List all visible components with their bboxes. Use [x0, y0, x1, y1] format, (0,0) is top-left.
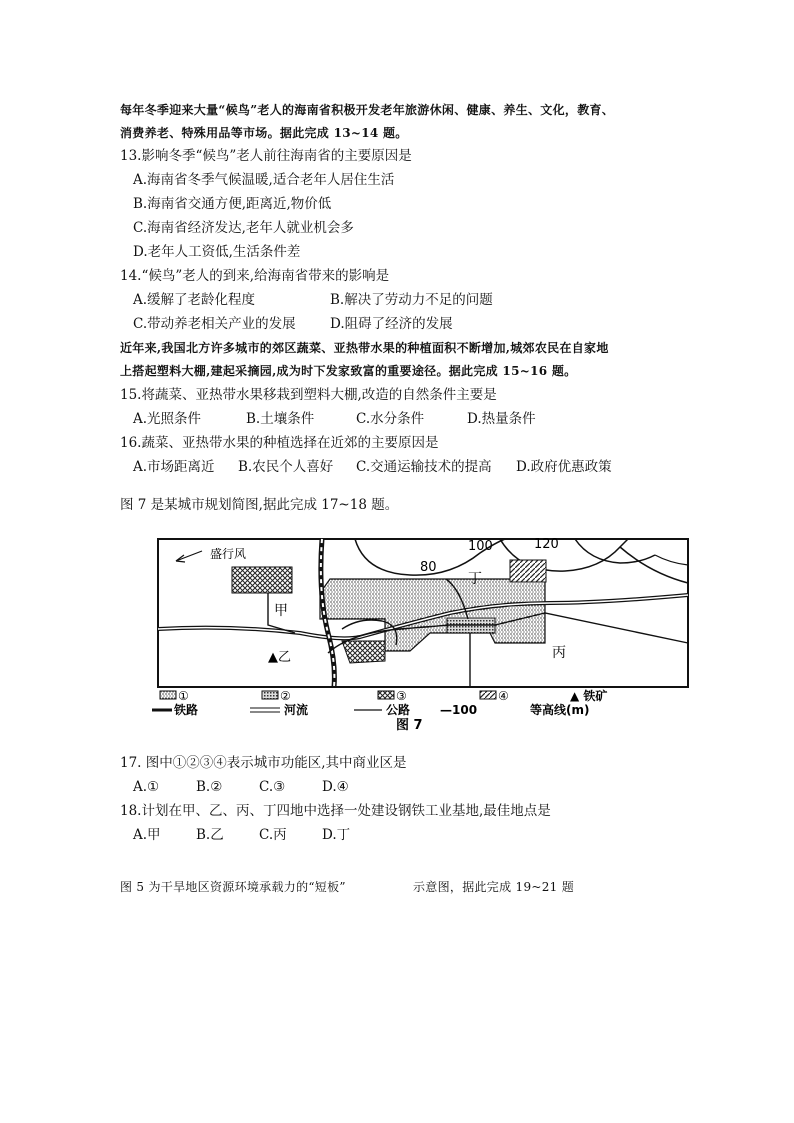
question-14-option-a: A.缓解了老龄化程度 [133, 292, 256, 308]
legend-iron-ore: ▲ 铁矿 [570, 689, 608, 703]
legend-contour-value: —100 [440, 703, 478, 717]
legend-contour-line: 等高线(m) [530, 703, 590, 717]
question-13-option-d: D.老年人工资低,生活条件差 [133, 244, 301, 260]
question-16-option-b: B.农民个人喜好 [238, 459, 334, 475]
zone-3-area-south [342, 641, 385, 663]
zone-4-area [510, 560, 546, 582]
contour-label-100: 100 [468, 539, 493, 554]
question-18-option-c: C.丙 [259, 827, 287, 843]
question-14-option-c: C.带动养老相关产业的发展 [133, 316, 296, 332]
contour-label-120: 120 [534, 537, 559, 552]
legend-road: 公路 [386, 703, 411, 717]
question-17-option-d: D.④ [322, 779, 349, 795]
place-ding: 丁 [468, 571, 482, 587]
question-17-stem: 17. 图中①②③④表示城市功能区,其中商业区是 [120, 755, 407, 771]
question-15-option-b: B.土壤条件 [246, 411, 315, 427]
question-13-option-c: C.海南省经济发达,老年人就业机会多 [133, 220, 354, 236]
question-17-option-a: A.① [133, 779, 160, 795]
intro-passage-3: 图 7 是某城市规划简图,据此完成 17~18 题。 [120, 497, 399, 513]
question-16-option-c: C.交通运输技术的提高 [356, 459, 492, 475]
question-14-option-d: D.阻碍了经济的发展 [330, 316, 453, 332]
intro-passage-4-part2: 示意图，据此完成 19~21 题 [413, 880, 575, 894]
question-16-stem: 16.蔬菜、亚热带水果的种植选择在近郊的主要原因是 [120, 435, 439, 451]
contour-label-80: 80 [420, 560, 437, 575]
question-16-option-a: A.市场距离近 [133, 459, 215, 475]
question-13-option-a: A.海南省冬季气候温暖,适合老年人居住生活 [133, 172, 395, 188]
question-16-option-d: D.政府优惠政策 [516, 459, 612, 475]
zone-3-area-north [232, 567, 292, 593]
intro-passage-2-line1: 近年来,我国北方许多城市的郊区蔬菜、亚热带水果的种植面积不断增加,城郊农民在自家地 [120, 341, 609, 355]
intro-passage-2-line2: 上搭起塑料大棚,建起采摘园,成为时下发家致富的重要途径。据此完成 15~16 题。 [120, 364, 577, 378]
question-15-option-c: C.水分条件 [356, 411, 425, 427]
intro-passage-4-part1: 图 5 为干旱地区资源环境承载力的“短板” [120, 880, 346, 894]
question-18-option-b: B.乙 [196, 827, 224, 843]
figure-caption: 图 7 [396, 718, 423, 733]
legend-2: ② [280, 689, 291, 703]
question-15-option-d: D.热量条件 [467, 411, 536, 427]
question-18-option-d: D.丁 [322, 827, 351, 843]
figure-7-city-plan [150, 533, 695, 733]
question-13-option-b: B.海南省交通方便,距离近,物价低 [133, 196, 332, 212]
intro-passage-1-line2: 消费养老、特殊用品等市场。据此完成 13~14 题。 [120, 126, 408, 140]
place-bing: 丙 [552, 645, 566, 661]
question-14-option-b: B.解决了劳动力不足的问题 [330, 292, 493, 308]
place-yi: ▲乙 [268, 650, 291, 665]
question-18-stem: 18.计划在甲、乙、丙、丁四地中选择一处建设钢铁工业基地,最佳地点是 [120, 803, 551, 819]
question-17-option-b: B.② [196, 779, 223, 795]
question-17-option-c: C.③ [259, 779, 286, 795]
question-18-option-a: A.甲 [133, 827, 161, 843]
legend-1: ① [178, 689, 189, 703]
legend-4: ④ [498, 689, 509, 703]
question-15-option-a: A.光照条件 [133, 411, 202, 427]
question-15-stem: 15.将蔬菜、亚热带水果移栽到塑料大棚,改造的自然条件主要是 [120, 387, 497, 403]
place-jia: 甲 [274, 603, 288, 619]
intro-passage-1-line1: 每年冬季迎来大量“候鸟”老人的海南省积极开发老年旅游休闲、健康、养生、文化，教育、 [120, 103, 615, 117]
legend-river: 河流 [284, 703, 309, 717]
legend-railway: 铁路 [174, 703, 199, 717]
question-13-stem: 13.影响冬季“候鸟”老人前往海南省的主要原因是 [120, 148, 412, 164]
legend-3: ③ [396, 689, 407, 703]
question-14-stem: 14.“候鸟”老人的到来,给海南省带来的影响是 [120, 268, 390, 284]
wind-label: 盛行风 [210, 547, 247, 561]
